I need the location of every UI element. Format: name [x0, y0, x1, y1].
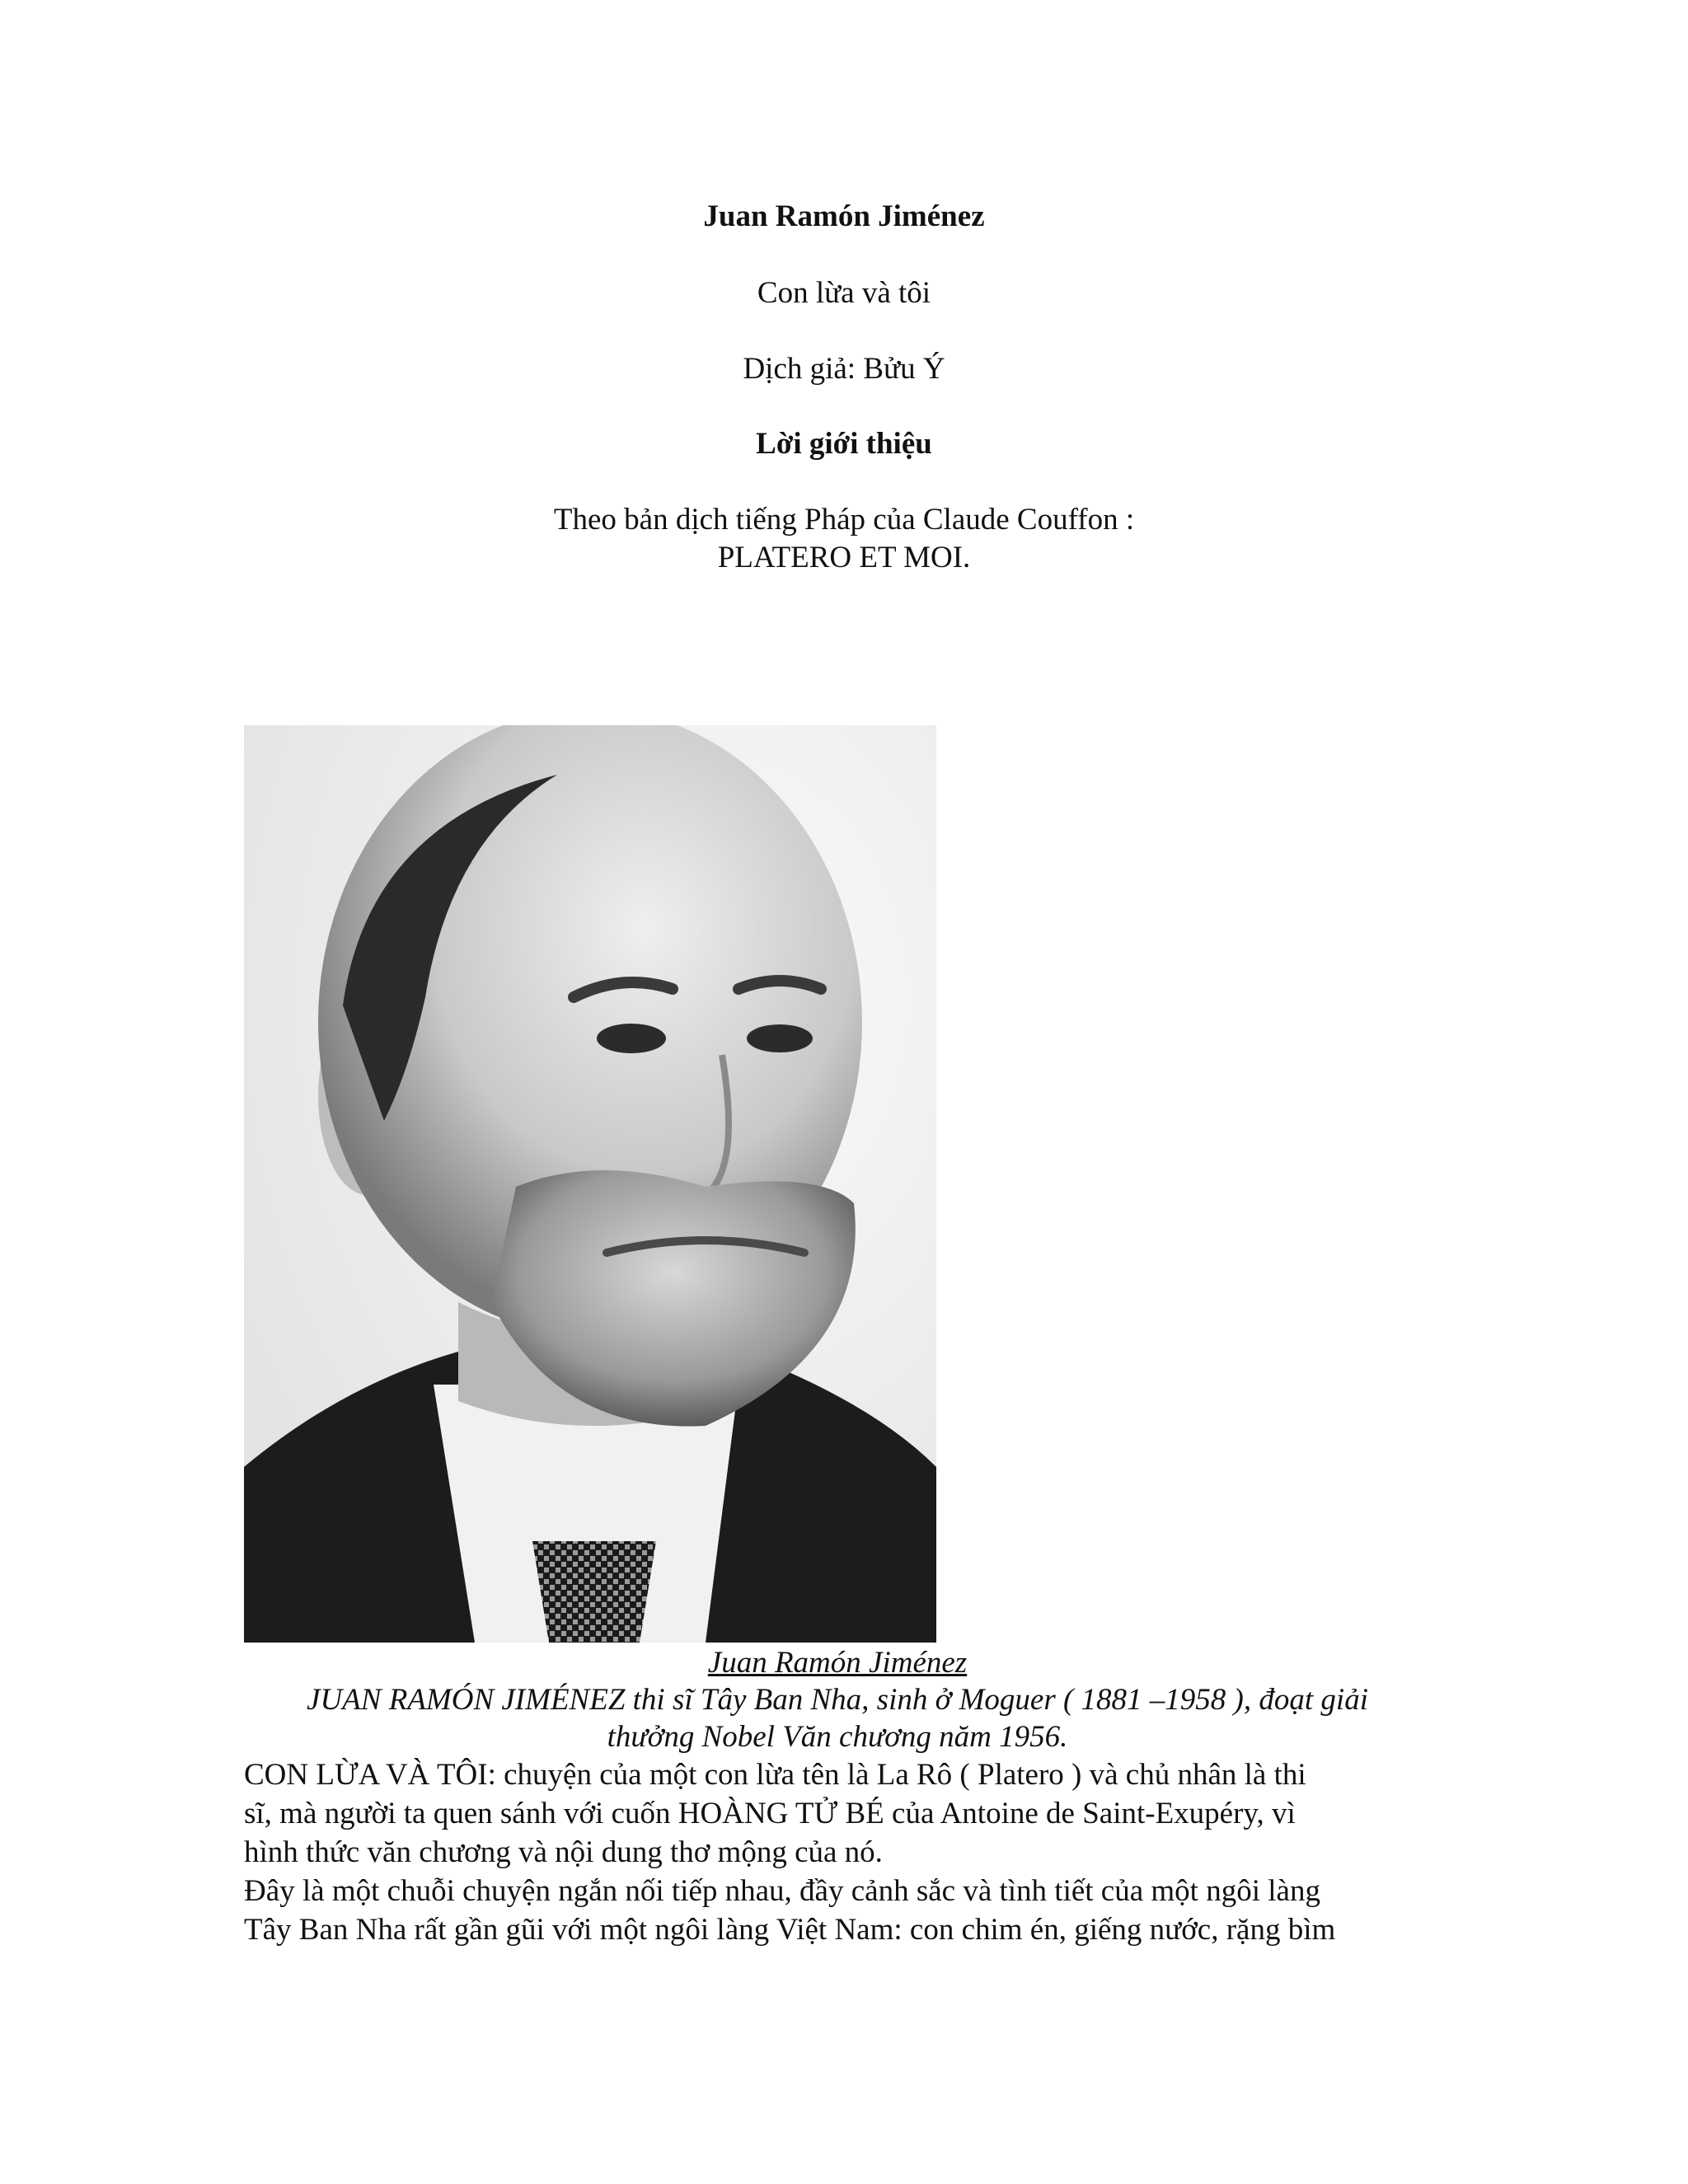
figure-caption-bio-line-2: thưởng Nobel Văn chương năm 1956. — [607, 1720, 1068, 1754]
paragraph-1-line-3: hình thức văn chương và nội dung thơ mộng của nó. — [244, 1835, 883, 1869]
figure-caption-bio-line-1: JUAN RAMÓN JIMÉNEZ thi sĩ Tây Ban Nha, sinh ở Moguer ( 1881 –1958 ), đoạt giải — [307, 1683, 1368, 1717]
figure-caption-bio — [244, 1681, 1431, 1755]
body-text — [244, 1755, 1439, 1949]
introduction-heading: Lời giới thiệu — [756, 427, 932, 461]
source-note — [0, 501, 1688, 577]
book-title: Con lừa và tôi — [757, 276, 931, 310]
paragraph-2-line-2: Tây Ban Nha rất gần gũi với một ngôi làng Việt Nam: con chim én, giếng nước, rặng bìm — [244, 1913, 1336, 1947]
source-note-line-2: PLATERO ET MOI. — [717, 541, 971, 574]
translator-line: Dịch giả: Bửu Ý — [743, 352, 945, 386]
source-note-line-1: Theo bản dịch tiếng Pháp của Claude Couffon : — [553, 503, 1135, 537]
author-portrait — [244, 725, 936, 1643]
portrait-illustration — [244, 725, 936, 1643]
paragraph-1-line-2: sĩ, mà người ta quen sánh với cuốn HOÀNG TỬ BÉ của Antoine de Saint-Exupéry, vì — [244, 1797, 1296, 1830]
page-title: Juan Ramón Jiménez — [703, 199, 985, 233]
paragraph-1-line-1: CON LỪA VÀ TÔI: chuyện của một con lừa tên là La Rô ( Platero ) và chủ nhân là thi — [244, 1758, 1306, 1792]
paragraph-2-line-1: Đây là một chuỗi chuyện ngắn nối tiếp nhau, đầy cảnh sắc và tình tiết của một ngôi làng — [244, 1874, 1320, 1908]
figure-caption-title: Juan Ramón Jiménez — [707, 1646, 968, 1680]
